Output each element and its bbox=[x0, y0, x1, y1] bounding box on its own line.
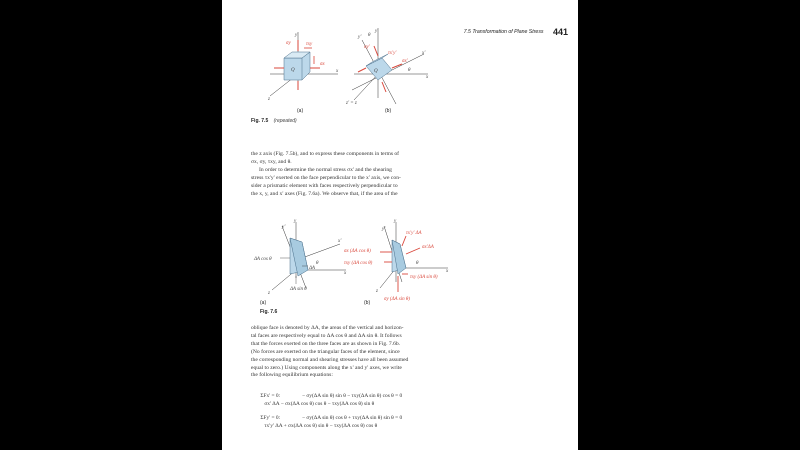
label-tau-xy-prime: τx'y' bbox=[388, 51, 397, 56]
label-tau-xy-cos: τxy (ΔA cos θ) bbox=[344, 261, 373, 266]
figure-7-5b bbox=[344, 24, 434, 108]
axis-label-x-b: x bbox=[426, 75, 429, 80]
page-number: 441 bbox=[552, 26, 568, 37]
label-sigma-dA: σx'ΔA bbox=[422, 245, 434, 250]
caption-fig-7-6 bbox=[260, 309, 277, 315]
angle-theta-6b: θ bbox=[416, 261, 419, 266]
angle-theta-top: θ bbox=[368, 33, 371, 38]
label-Q-b: Q bbox=[374, 69, 378, 74]
text-line: (No forces are exerted on the triangular faces of the element, since bbox=[251, 348, 400, 355]
label-tau-dA: τx'y' ΔA bbox=[406, 231, 422, 236]
subfig-label-b-top: (b) bbox=[385, 108, 392, 114]
label-area-cos: ΔA cos θ bbox=[254, 257, 272, 262]
label-sigma-y: σy bbox=[286, 41, 291, 46]
text-line: that the forces exerted on the three faces are as shown in Fig. 7.6b. bbox=[251, 340, 401, 347]
equation-sum-fy-cont: − σy(ΔA sin θ) cos θ + τxy(ΔA sin θ) sin θ = 0 bbox=[302, 415, 403, 421]
angle-theta-right: θ bbox=[408, 68, 411, 73]
text-line: tal faces are respectively equal to ΔA cos θ and ΔA sin θ. It follows bbox=[251, 332, 402, 339]
subfig-label-b-mid: (b) bbox=[364, 300, 371, 306]
subfig-label-a-top: (a) bbox=[297, 108, 304, 114]
label-sigma-y-prime: σy' bbox=[364, 45, 370, 50]
axis-label-x-6b: x bbox=[446, 269, 449, 274]
label-area: ΔA bbox=[309, 266, 315, 271]
axis-label-x-prime: x' bbox=[422, 51, 426, 56]
subfig-label-a-mid: (a) bbox=[260, 300, 267, 306]
figure-7-6a bbox=[250, 218, 350, 302]
label-area-sin: ΔA sin θ bbox=[290, 287, 307, 292]
text-line: stress τx'y' exerted on the face perpendicular to the x' axis, we con- bbox=[251, 174, 401, 181]
axis-label-y-prime: y' bbox=[358, 35, 362, 40]
textbook-page bbox=[222, 0, 578, 450]
text-line: sider a prismatic element with faces respectively perpendicular to bbox=[251, 182, 398, 189]
caption-label: Fig. 7.6 bbox=[260, 309, 278, 315]
equation-line: τx'y' ΔA + σx(ΔA cos θ) sin θ − τxy(ΔA cos θ) cos θ bbox=[264, 423, 378, 429]
text-line: σx, σy, τxy, and θ. bbox=[251, 158, 292, 165]
label-tau-xy-sin: τxy (ΔA sin θ) bbox=[410, 275, 438, 280]
axis-label-y: y bbox=[295, 33, 298, 38]
text-line: In order to determine the normal stress σx' and the shearing bbox=[259, 166, 392, 173]
section-title: 7.5 Transformation of Plane Stress bbox=[463, 28, 544, 35]
text-line: equal to zero.) Using components along the x' and y' axes, we write bbox=[251, 364, 402, 371]
axis-label-y-6a: y bbox=[294, 219, 297, 224]
figure-7-6b bbox=[344, 218, 454, 302]
label-sigma-y-sin: σy (ΔA sin θ) bbox=[384, 297, 410, 302]
label-Q: Q bbox=[291, 68, 295, 73]
axis-label-x-prime-6a: x' bbox=[338, 239, 342, 244]
caption-note: (repeated) bbox=[273, 118, 297, 124]
equation-line: σx' ΔA − σx(ΔA cos θ) cos θ − τxy(ΔA cos θ) sin θ bbox=[264, 401, 375, 407]
equation-label: ΣFy' = 0: bbox=[260, 415, 281, 421]
equation-label: ΣFx' = 0: bbox=[260, 393, 281, 399]
label-tau-xy: τxy bbox=[306, 42, 313, 47]
axis-label-z: z bbox=[268, 97, 270, 102]
axis-label-y-prime-6b: y' bbox=[382, 227, 386, 232]
text-line: the corresponding normal and shearing stresses have all been assumed bbox=[251, 356, 409, 363]
angle-theta-6a: θ bbox=[316, 261, 319, 266]
paragraph-2 bbox=[251, 325, 463, 380]
label-sigma-x: σx bbox=[320, 62, 325, 67]
text-line: oblique face is denoted by ΔA, the areas of the vertical and horizon- bbox=[251, 325, 404, 331]
paragraph-1 bbox=[251, 151, 463, 198]
equation-sum-fx-cont: − σy(ΔA sin θ) sin θ − τxy(ΔA sin θ) cos θ = 0 bbox=[302, 393, 403, 399]
axis-label-x-6a: x bbox=[344, 271, 347, 276]
axis-label-z-6b: z bbox=[376, 289, 378, 294]
text-line: the following equilibrium equations: bbox=[251, 372, 333, 379]
text-line: the x, y, and x' axes (Fig. 7.6a). We observe that, if the area of the bbox=[251, 190, 398, 197]
axis-label-y-b: y bbox=[375, 29, 378, 34]
axis-label-x: x bbox=[336, 69, 339, 74]
caption-fig-7-5 bbox=[251, 118, 297, 124]
label-sigma-x-prime: σx' bbox=[402, 59, 408, 64]
figure-7-5a bbox=[262, 30, 342, 108]
running-header bbox=[464, 23, 568, 41]
label-sigma-x-cos: σx (ΔA cos θ) bbox=[344, 249, 371, 254]
caption-label: Fig. 7.5 bbox=[251, 118, 269, 124]
axis-label-y-prime-6a: y' bbox=[282, 225, 286, 230]
axis-label-z-6a: z bbox=[268, 291, 270, 296]
axis-label-y-6b: y bbox=[394, 219, 397, 224]
axis-label-z-prime: z' = z bbox=[346, 101, 357, 106]
text-line: the z axis (Fig. 7.5b), and to express these components in terms of bbox=[251, 151, 400, 157]
equation-sum-fy bbox=[255, 406, 377, 438]
